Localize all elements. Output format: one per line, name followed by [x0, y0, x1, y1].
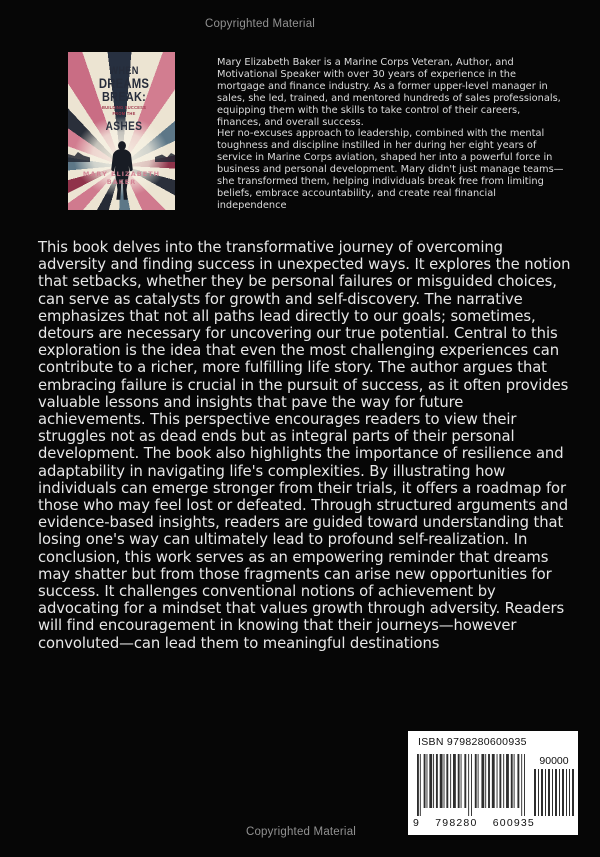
cover-subtitle-line: FROM THE	[112, 112, 136, 117]
barcode-addon-number: 90000	[539, 755, 569, 767]
copyright-notice-top: Copyrighted Material	[204, 18, 316, 30]
book-description: This book delves into the transformative journey of overcoming adversity and finding success in unexpected ways. It explores the notion that setbacks, whether they be personal failures or misguided choices, can serve as catalysts for growth and self-discovery. The narrative emphasizes that not all paths lead directly to our goals; sometimes, detours are necessary for uncovering our true potential. Central to this exploration is the idea that even the most challenging experiences can contribute to a richer, more fulfilling life story. The author argues that embracing failure is crucial in the pursuit of success, as it often provides valuable lessons and insights that pave the way for future achievements. This perspective encourages readers to view their struggles not as dead ends but as integral parts of their personal development. The book also highlights the importance of resilience and adaptability in navigating life's complexities. By illustrating how individuals can emerge stronger from their trials, it offers a roadmap for those who may feel lost or defeated. Through structured arguments and evidence-based insights, readers are guided toward understanding that losing one's way can ultimately lead to profound self-realization. In conclusion, this work serves as an empowering reminder that dreams may shatter but from those fragments can arise new opportunities for success. It challenges conventional notions of achievement by advocating for a mindset that values growth through adversity. Readers will find encouragement in knowing that their journeys—however convoluted—can lead them to meaningful destinations	[38, 239, 571, 652]
cover-title-block	[83, 66, 166, 132]
author-bio-paragraph-1: Mary Elizabeth Baker is a Marine Corps Veteran, Author, and Motivational Speaker with over 30 years of experience in the mortgage and finance industry. As a former upper-level manager in sales, she led, trained, and mentored hundreds of sales professionals, equipping them with the skills to take control of their careers, finances, and overall success.	[217, 57, 561, 128]
skyline-silhouette-left	[68, 152, 90, 162]
copyright-notice-bottom: Copyrighted Material	[245, 826, 357, 838]
isbn-barcode-box	[408, 731, 578, 835]
cover-title-line: BREAK:	[102, 89, 147, 104]
cover-title-line: WHEN	[109, 65, 140, 77]
cover-author-name: MARY ELIZABETH BAKER	[82, 170, 161, 186]
barcode-digit-group: 600935	[492, 817, 535, 829]
cover-subtitle-ashes: ASHES	[105, 119, 143, 133]
skyline-silhouette-right	[155, 152, 175, 162]
front-cover-thumbnail	[68, 52, 175, 210]
cover-title-line: DREAMS	[99, 76, 150, 91]
barcode-digit-group: 798280	[435, 817, 478, 829]
barcode-addon	[534, 769, 574, 816]
barcode-digit-group: 9	[413, 817, 421, 829]
author-bio	[217, 57, 565, 212]
isbn-number-label: ISBN 9798280600935	[418, 736, 527, 748]
cover-subtitle-line: BUILDING SUCCESS	[102, 106, 147, 111]
ean13-barcode	[417, 754, 525, 816]
author-bio-paragraph-2: Her no-excuses approach to leadership, combined with the mental toughness and discipline instilled in her during her eight years of service in Marine Corps aviation, shaped her into a powerful force in business and personal development. Mary didn't just manage teams—she transformed them, helping individuals break free from limiting beliefs, embrace accountability, and create real financial independence	[217, 128, 564, 211]
